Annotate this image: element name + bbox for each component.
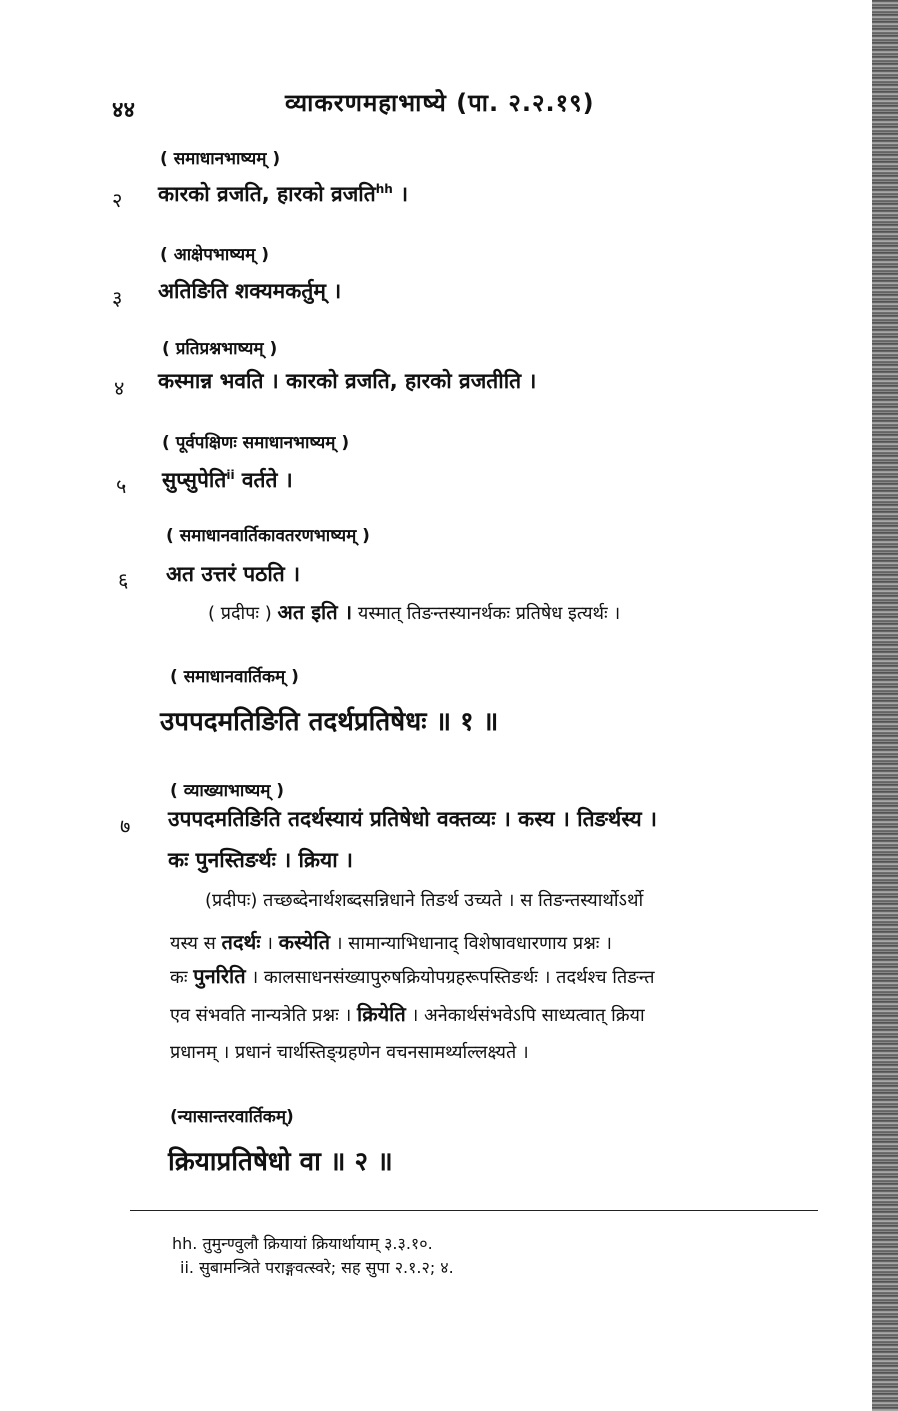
pradipa-text: यस्मात् तिङन्तस्यानर्थकः प्रतिषेध इत्यर्थः । — [357, 603, 621, 624]
text: सुप्सुपेति — [162, 468, 227, 492]
pradipa-lemma: अत इति । — [277, 600, 353, 624]
paragraph-number: २ — [112, 188, 123, 212]
text: कः — [170, 967, 188, 988]
pradipa-tag: ( प्रदीपः ) — [208, 603, 272, 624]
vartika-2: क्रियाप्रतिषेधो वा ॥ २ ॥ — [168, 1147, 393, 1177]
pradipa-line — [170, 962, 655, 989]
vartika-1: उपपदमतिङिति तदर्थप्रतिषेधः ॥ १ ॥ — [160, 707, 499, 737]
text: कारको व्रजति, हारको व्रजति — [158, 182, 376, 206]
pradipa-tag: (प्रदीपः) — [205, 890, 258, 911]
text: । सामान्याभिधानाद् विशेषावधारणाय प्रश्नः । — [335, 933, 612, 954]
lemma: पुनरिति — [193, 964, 246, 988]
footnote-ref-hh[interactable]: hh — [375, 182, 393, 196]
paragraph-text: कः पुनस्तिङर्थः । क्रिया । — [168, 848, 353, 872]
paragraph-text: अतिङिति शक्यमकर्तुम् । — [158, 279, 342, 303]
paragraph-number: ६ — [118, 568, 129, 592]
lemma: क्रियेति — [357, 1002, 406, 1026]
section-label: ( समाधानवार्तिकावतरणभाष्यम् ) — [166, 526, 370, 546]
text: । — [266, 933, 273, 954]
text: यस्य स — [170, 933, 216, 954]
page-number: ४४ — [112, 98, 135, 123]
text: तच्छब्देनार्थशब्दसन्निधाने तिङर्थ उच्यते । स तिङन्तस्यार्थोऽर्थो — [263, 890, 644, 911]
text: एव संभवति नान्यत्रेति प्रश्नः । — [170, 1005, 352, 1026]
lemma: कस्येति — [278, 930, 330, 954]
lemma: तदर्थः — [221, 930, 261, 954]
paragraph-text: कस्मान्न भवति । कारको व्रजति, हारको व्रजतीति । — [158, 369, 537, 393]
section-label: ( प्रतिप्रश्नभाष्यम् ) — [162, 339, 278, 359]
paragraph-number: ३ — [112, 286, 123, 310]
paragraph-text — [162, 466, 293, 494]
section-label: ( पूर्वपक्षिणः समाधानभाष्यम् ) — [162, 433, 350, 453]
pradipa-line: प्रधानम् । प्रधानं चार्थस्तिङ्ग्रहणेन वचनसामर्थ्याल्लक्ष्यते । — [170, 1042, 529, 1063]
pradipa-line — [205, 888, 643, 912]
paragraph-number: ५ — [116, 474, 127, 498]
text: । — [392, 182, 409, 206]
pradipa-commentary — [208, 598, 620, 625]
section-label: ( आक्षेपभाष्यम् ) — [160, 245, 270, 265]
section-label: ( समाधानभाष्यम् ) — [160, 149, 281, 169]
footnote-rule — [130, 1210, 818, 1211]
paragraph-number: ४ — [114, 376, 125, 400]
text: । कालसाधनसंख्यापुरुषक्रियोपग्रहरूपस्तिङर्थः । तदर्थश्च तिङन्त — [251, 967, 655, 988]
running-title: व्याकरणमहाभाष्ये (पा. २.२.१९) — [285, 89, 595, 117]
footnote-ii: ii. सुबामन्त्रिते पराङ्गवत्स्वरे; सह सुपा २.१.२; ४. — [180, 1258, 454, 1277]
paragraph-text: अत उत्तरं पठति । — [166, 562, 301, 586]
footnote-hh: hh. तुमुन्ण्वुलौ क्रियायां क्रियार्थायाम् ३.३.१०. — [172, 1234, 433, 1253]
footnote-ref-ii[interactable]: ii — [226, 468, 235, 482]
paragraph-text — [158, 180, 408, 208]
page-edge-shadow — [872, 0, 898, 1411]
pradipa-line — [170, 1000, 645, 1027]
paragraph-number: ७ — [120, 814, 131, 838]
section-label: ( समाधानवार्तिकम् ) — [170, 667, 299, 687]
section-label: (न्यासान्तरवार्तिकम्) — [170, 1107, 294, 1127]
pradipa-line — [170, 928, 612, 955]
text: । अनेकार्थसंभवेऽपि साध्यत्वात् क्रिया — [411, 1005, 645, 1026]
section-label: ( व्याख्याभाष्यम् ) — [170, 781, 285, 801]
text: वर्तते । — [234, 468, 293, 492]
paragraph-text: उपपदमतिङिति तदर्थस्यायं प्रतिषेधो वक्तव्यः । कस्य । तिङर्थस्य । — [168, 807, 657, 831]
